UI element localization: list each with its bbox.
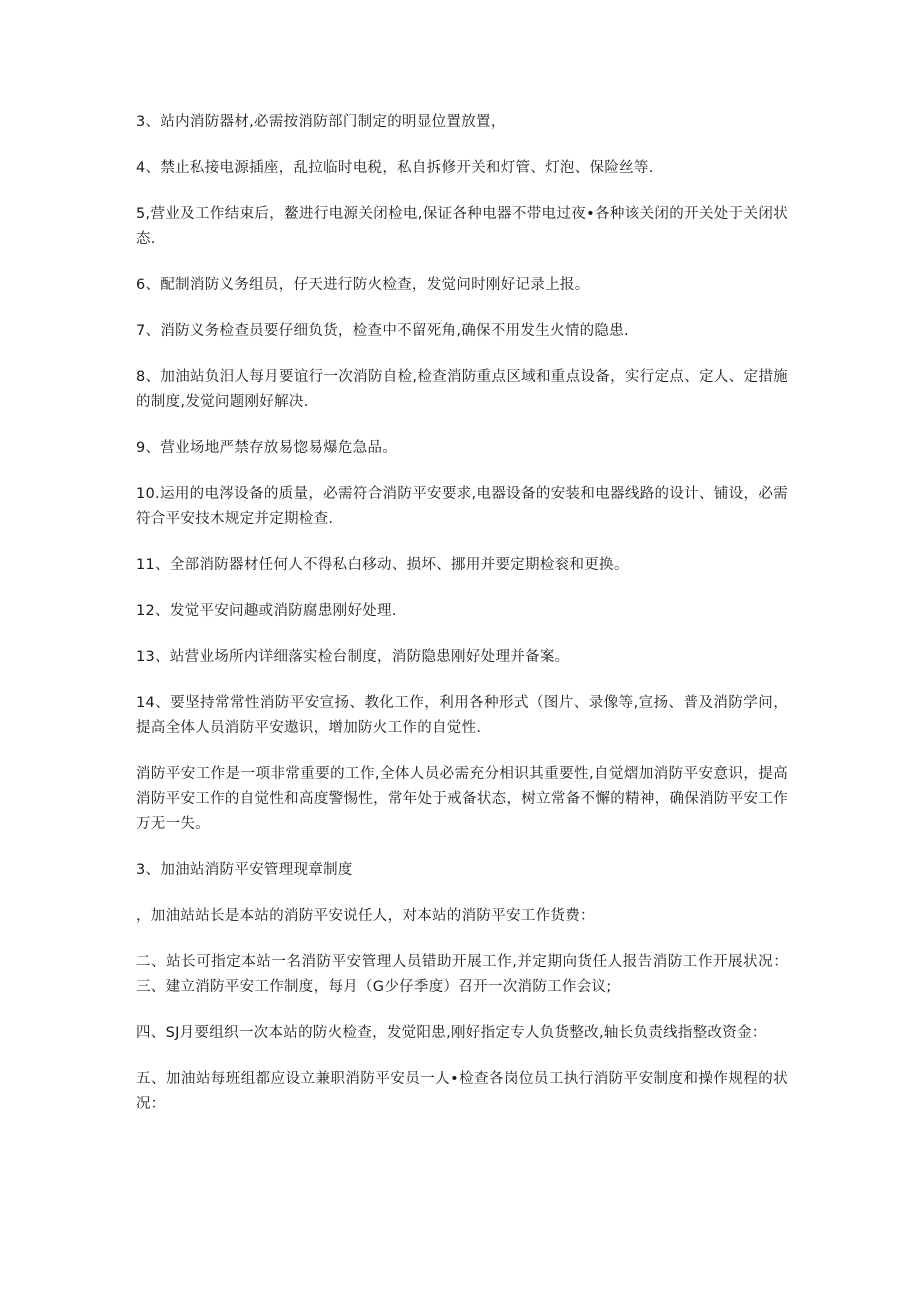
paragraph-item-1: ，加油站站长是本站的消防平安说任人，对本站的消防平安工作货费： bbox=[136, 908, 595, 924]
paragraph-rule-9: 9、营业场地严禁存放易惚易爆危急品。 bbox=[136, 440, 398, 456]
paragraph-rule-14: 14、要坚持常常性消防平安宣扬、教化工作，利用各种形式（图片、录像等,宣扬、普及消防学问，提高全体人员消防平安遨识，增加防火工作的自觉性. bbox=[136, 695, 788, 736]
paragraph-rule-8: 8、加油站负汨人每月要谊行一次消防自检,检查消防重点区域和重点设备，实行定点、定人、定措施的制度,发觉问题刚好解决. bbox=[136, 369, 788, 410]
paragraph-rule-13: 13、站营业场所内详细落实检台制度，消防隐患刚好处理并备案。 bbox=[136, 649, 570, 665]
paragraph-rule-3: 3、站内消防器材,必需按消防部门制定的明显位置放置， bbox=[136, 114, 506, 130]
paragraph-item-2-3: 二、站长可指定本站一名消防平安管理人员错助开展工作,并定期向货任人报告消防工作开展状况：三、建立消防平安工作制度，每月（G少仔季度）召开一次消防工作会议; bbox=[136, 954, 788, 995]
paragraph-rule-7: 7、消防义务检查员要仔细负货，检查中不留死角,确保不用发生火情的隐患. bbox=[136, 323, 629, 339]
paragraph-item-5: 五、加油站每班组都应设立兼职消防平安员一人•检查各岗位员工执行消防平安制度和操作规程的状况： bbox=[136, 1071, 788, 1112]
paragraph-rule-5: 5,营业及工作结束后，鳌进行电源关闭检电,保证各种电器不带电过夜•各种该关闭的开关处于关闭状态. bbox=[136, 206, 788, 247]
document-body bbox=[136, 110, 788, 1138]
paragraph-item-4: 四、SJ月要组织一次本站的防火检查，发觉阳患,刚好指定专人负货整改,轴长负责线指整改资金： bbox=[136, 1025, 767, 1041]
paragraph-rule-4: 4、禁止私接电源插座，乱拉临时电税，私自拆修开关和灯管、灯泡、保险丝等. bbox=[136, 160, 654, 176]
section-heading: 3、加油站消防平安管理现章制度 bbox=[136, 862, 353, 878]
paragraph-rule-6: 6、配制消防义务组员，仔天进行防火检查，发觉问时刚好记录上报。 bbox=[136, 277, 590, 293]
paragraph-rule-11: 11、全部消防器材任何人不得私白移动、损坏、挪用并要定期检衮和更换。 bbox=[136, 557, 629, 573]
paragraph-rule-10: 10.运用的电涔设备的质量，必需符合消防平安要求,电器设备的安装和电器线路的设计、铺设，必需符合平安技木规定并定期检查. bbox=[136, 486, 788, 527]
paragraph-rule-12: 12、发觉平安问趣或消防腐患刚好处理. bbox=[136, 603, 397, 619]
paragraph-summary: 消防平安工作是一项非常重要的工作,全体人员必需充分相识其重要性,自觉熠加消防平安意识，提高消防平安工作的自觉性和高度警惕性，常年处于戒备状态，树立常备不懈的精神，确保消防平安工作万无一失。 bbox=[136, 766, 788, 832]
